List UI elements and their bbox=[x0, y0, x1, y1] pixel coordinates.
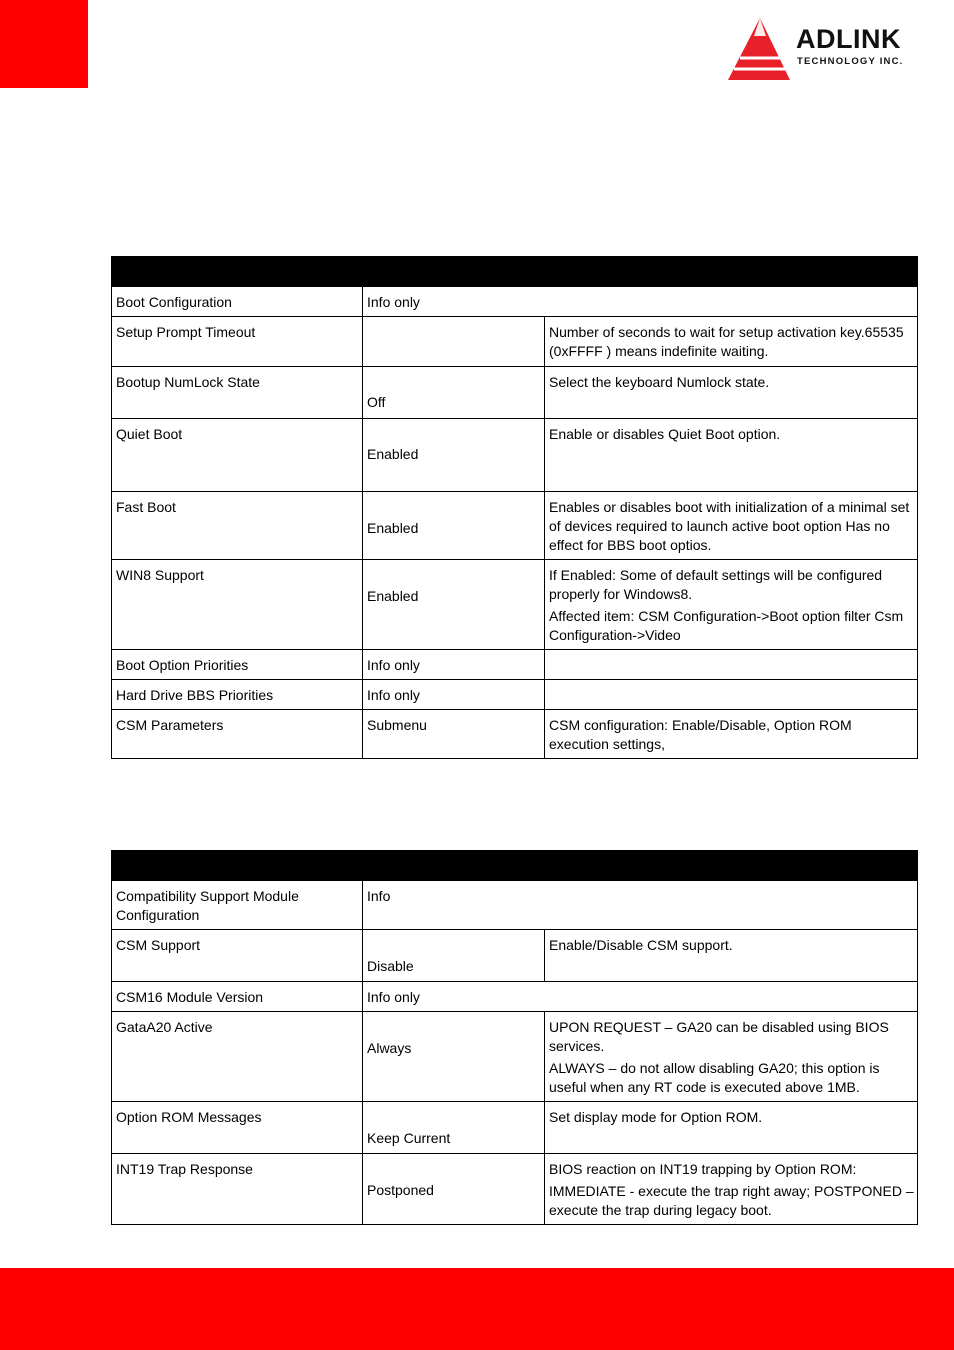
feature-cell: Boot Option Priorities bbox=[112, 650, 363, 680]
value-text: Disable bbox=[367, 958, 414, 974]
description-cell bbox=[545, 419, 918, 492]
table-row bbox=[112, 492, 918, 560]
value-cell: Info bbox=[363, 881, 918, 930]
feature-cell: Hard Drive BBS Priorities bbox=[112, 680, 363, 710]
feature-cell: Boot Configuration bbox=[112, 287, 363, 317]
header-cell-feature bbox=[112, 851, 363, 881]
value-text: Enabled bbox=[367, 588, 419, 604]
description-cell bbox=[545, 1102, 918, 1154]
description-cell bbox=[545, 317, 918, 367]
adlink-logo bbox=[722, 14, 938, 84]
table-header-row bbox=[112, 257, 918, 287]
footer-bar bbox=[0, 1268, 954, 1350]
table-row bbox=[112, 930, 918, 982]
csm-settings-table bbox=[111, 850, 918, 1225]
description-text: Affected item: CSM Configuration->Boot option filter Csm Configuration->Video bbox=[549, 608, 904, 643]
header-cell-feature bbox=[112, 257, 363, 287]
value-cell bbox=[363, 317, 545, 367]
header-cell-description bbox=[545, 851, 918, 881]
table-row bbox=[112, 560, 918, 650]
feature-cell: Bootup NumLock State bbox=[112, 367, 363, 419]
feature-cell: CSM Parameters bbox=[112, 710, 363, 759]
value-cell bbox=[363, 1102, 545, 1154]
logo-triangle-icon bbox=[722, 14, 792, 84]
header-cell-options bbox=[363, 851, 545, 881]
value-cell: Info only bbox=[363, 680, 545, 710]
feature-cell: Quiet Boot bbox=[112, 419, 363, 492]
value-cell bbox=[363, 492, 545, 560]
feature-cell: WIN8 Support bbox=[112, 560, 363, 650]
value-text: Enabled bbox=[367, 520, 419, 536]
value-text: Keep Current bbox=[367, 1130, 451, 1146]
value-cell bbox=[363, 419, 545, 492]
feature-cell: Fast Boot bbox=[112, 492, 363, 560]
table-row bbox=[112, 367, 918, 419]
header-cell-description bbox=[545, 257, 918, 287]
feature-cell: INT19 Trap Response bbox=[112, 1154, 363, 1225]
description-cell bbox=[545, 560, 918, 650]
table-row bbox=[112, 1154, 918, 1225]
table-row bbox=[112, 881, 918, 930]
description-cell bbox=[545, 650, 918, 680]
corner-block bbox=[0, 0, 88, 88]
description-text: CSM configuration: Enable/Disable, Option ROM execution settings, bbox=[549, 717, 852, 752]
value-cell: Info only bbox=[363, 287, 918, 317]
description-text: Enable/Disable CSM support. bbox=[549, 937, 733, 953]
table-row bbox=[112, 710, 918, 759]
value-cell bbox=[363, 560, 545, 650]
description-text: Number of seconds to wait for setup activation key.65535 (0xFFFF ) means indefinite waiting. bbox=[549, 324, 904, 359]
table-row bbox=[112, 680, 918, 710]
value-text: Always bbox=[367, 1040, 412, 1056]
value-text: Off bbox=[367, 394, 386, 410]
table-row bbox=[112, 982, 918, 1012]
description-cell bbox=[545, 680, 918, 710]
value-text: Enabled bbox=[367, 446, 419, 462]
feature-cell: Setup Prompt Timeout bbox=[112, 317, 363, 367]
description-text: Select the keyboard Numlock state. bbox=[549, 374, 770, 390]
feature-cell: CSM Support bbox=[112, 930, 363, 982]
value-cell: Info only bbox=[363, 650, 545, 680]
value-cell bbox=[363, 1012, 545, 1102]
feature-cell: Option ROM Messages bbox=[112, 1102, 363, 1154]
description-text: IMMEDIATE - execute the trap right away; POSTPONED – execute the trap during legacy boot. bbox=[549, 1183, 914, 1218]
description-cell bbox=[545, 367, 918, 419]
value-cell bbox=[363, 930, 545, 982]
description-cell bbox=[545, 710, 918, 759]
description-cell bbox=[545, 492, 918, 560]
table-row bbox=[112, 317, 918, 367]
logo-subtitle: TECHNOLOGY INC. bbox=[797, 56, 904, 67]
description-cell bbox=[545, 1012, 918, 1102]
description-text: ALWAYS – do not allow disabling GA20; this option is useful when any RT code is executed above 1MB. bbox=[549, 1060, 880, 1095]
feature-cell: CSM16 Module Version bbox=[112, 982, 363, 1012]
description-cell bbox=[545, 1154, 918, 1225]
description-text: If Enabled: Some of default settings will be configured properly for Windows8. bbox=[549, 567, 883, 602]
header-cell-options bbox=[363, 257, 545, 287]
feature-cell: GataA20 Active bbox=[112, 1012, 363, 1102]
description-cell bbox=[545, 930, 918, 982]
description-text: Enables or disables boot with initialization of a minimal set of devices required to launch active boot option Has no effect for BBS boot optios. bbox=[549, 499, 910, 553]
description-text: UPON REQUEST – GA20 can be disabled using BIOS services. bbox=[549, 1019, 889, 1054]
description-text: Set display mode for Option ROM. bbox=[549, 1109, 763, 1125]
value-text: Postponed bbox=[367, 1182, 434, 1198]
table-row bbox=[112, 419, 918, 492]
value-cell: Submenu bbox=[363, 710, 545, 759]
description-text: Enable or disables Quiet Boot option. bbox=[549, 426, 781, 442]
value-cell bbox=[363, 367, 545, 419]
table-row bbox=[112, 1102, 918, 1154]
table-row bbox=[112, 287, 918, 317]
description-text: BIOS reaction on INT19 trapping by Option ROM: bbox=[549, 1161, 857, 1177]
boot-settings-table bbox=[111, 256, 918, 759]
value-cell: Info only bbox=[363, 982, 918, 1012]
logo-name: ADLINK bbox=[796, 24, 901, 54]
value-cell bbox=[363, 1154, 545, 1225]
feature-cell: Compatibility Support Module Configuration bbox=[112, 881, 363, 930]
table-row bbox=[112, 650, 918, 680]
table-header-row bbox=[112, 851, 918, 881]
table-row bbox=[112, 1012, 918, 1102]
